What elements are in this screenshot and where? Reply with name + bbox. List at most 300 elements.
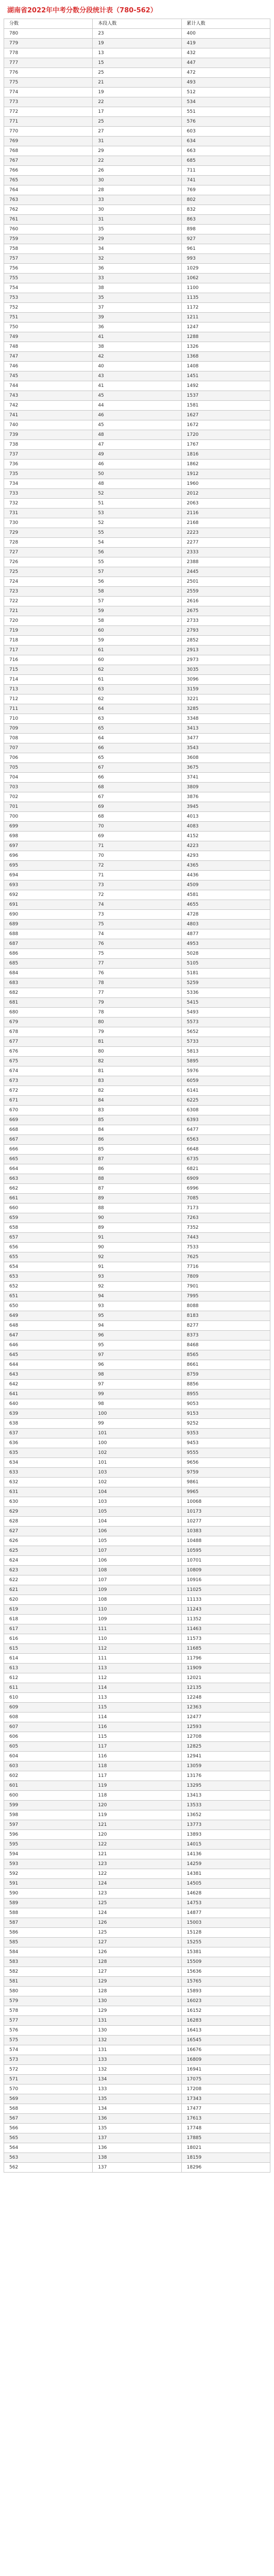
table-row [4,440,270,450]
score-cell: 765 [4,176,93,185]
score-cell: 579 [4,1996,93,2006]
table-row [4,1301,270,1311]
table-row [4,557,270,567]
cumulative-count-cell: 3809 [181,783,270,792]
cumulative-count-cell: 4953 [181,939,270,949]
score-cell: 664 [4,1164,93,1174]
table-row [4,1106,270,1115]
cumulative-count-cell: 16413 [181,2026,270,2036]
cumulative-count-cell: 6909 [181,1174,270,1184]
segment-count-cell: 84 [93,1096,181,1106]
score-cell: 581 [4,1977,93,1987]
cumulative-count-cell: 9861 [181,1478,270,1487]
score-cell: 613 [4,1664,93,1673]
score-cell: 595 [4,1840,93,1850]
cumulative-count-cell: 15893 [181,1987,270,1996]
score-cell: 582 [4,1967,93,1977]
cumulative-count-cell: 1451 [181,371,270,381]
segment-count-cell: 123 [93,1889,181,1899]
segment-count-cell: 36 [93,323,181,332]
segment-count-cell: 70 [93,822,181,832]
segment-count-cell: 120 [93,1830,181,1840]
segment-count-cell: 29 [93,234,181,244]
score-table-container [4,19,270,2173]
segment-count-cell: 133 [93,2055,181,2065]
score-cell: 632 [4,1478,93,1487]
table-row [4,851,270,861]
table-row [4,1732,270,1742]
score-cell: 763 [4,195,93,205]
segment-count-cell: 48 [93,479,181,489]
title-bar [0,0,274,19]
segment-count-cell: 130 [93,2026,181,2036]
table-row [4,1703,270,1713]
segment-count-cell: 69 [93,802,181,812]
score-cell: 710 [4,714,93,724]
table-row [4,244,270,254]
score-cell: 667 [4,1135,93,1145]
score-cell: 735 [4,469,93,479]
cumulative-count-cell: 9153 [181,1409,270,1419]
score-cell: 754 [4,283,93,293]
segment-count-cell: 91 [93,1262,181,1272]
score-cell: 566 [4,2124,93,2133]
score-cell: 718 [4,636,93,646]
table-row [4,2124,270,2133]
table-row [4,2016,270,2026]
cumulative-count-cell: 16283 [181,2016,270,2026]
cumulative-count-cell: 5813 [181,1047,270,1057]
cumulative-count-cell: 4223 [181,841,270,851]
score-cell: 656 [4,1243,93,1252]
cumulative-count-cell: 927 [181,234,270,244]
cumulative-count-cell: 663 [181,146,270,156]
cumulative-count-cell: 3285 [181,704,270,714]
cumulative-count-cell: 9759 [181,1468,270,1478]
table-row [4,254,270,264]
table-row [4,861,270,871]
cumulative-count-cell: 10809 [181,1566,270,1575]
cumulative-count-cell: 2116 [181,509,270,518]
score-cell: 778 [4,48,93,58]
cumulative-count-cell: 10488 [181,1536,270,1546]
cumulative-count-cell: 1408 [181,362,270,371]
cumulative-count-cell: 634 [181,137,270,146]
score-cell: 719 [4,626,93,636]
table-row [4,1213,270,1223]
cumulative-count-cell: 1368 [181,352,270,362]
table-row [4,68,270,78]
cumulative-count-cell: 1288 [181,332,270,342]
table-row [4,988,270,998]
segment-count-cell: 92 [93,1282,181,1292]
segment-count-cell: 113 [93,1664,181,1673]
score-cell: 713 [4,685,93,694]
table-row [4,1987,270,1996]
segment-count-cell: 122 [93,1869,181,1879]
table-row [4,1380,270,1389]
score-cell: 565 [4,2133,93,2143]
table-row [4,1194,270,1204]
table-row [4,1899,270,1908]
score-cell: 725 [4,567,93,577]
cumulative-count-cell: 802 [181,195,270,205]
segment-count-cell: 85 [93,1115,181,1125]
cumulative-count-cell: 8183 [181,1311,270,1321]
score-cell: 711 [4,704,93,714]
score-cell: 592 [4,1869,93,1879]
segment-count-cell: 76 [93,939,181,949]
table-row [4,225,270,234]
table-row [4,1585,270,1595]
segment-count-cell: 104 [93,1487,181,1497]
score-cell: 739 [4,430,93,440]
table-row [4,763,270,773]
page-title: 湖南省2022年中考分数分段统计表（780-562） [7,6,157,14]
cumulative-count-cell: 13773 [181,1820,270,1830]
table-row [4,1947,270,1957]
cumulative-count-cell: 2277 [181,538,270,548]
segment-count-cell: 27 [93,127,181,137]
score-cell: 571 [4,2075,93,2084]
cumulative-count-cell: 9656 [181,1458,270,1468]
table-row [4,1419,270,1429]
cumulative-count-cell: 5181 [181,969,270,978]
score-cell: 588 [4,1908,93,1918]
table-row [4,469,270,479]
segment-count-cell: 87 [93,1184,181,1194]
table-row [4,1135,270,1145]
table-row [4,920,270,929]
segment-count-cell: 80 [93,1018,181,1027]
table-row [4,1634,270,1644]
cumulative-count-cell: 432 [181,48,270,58]
segment-count-cell: 118 [93,1761,181,1771]
cumulative-count-cell: 711 [181,166,270,176]
cumulative-count-cell: 6477 [181,1125,270,1135]
table-row [4,420,270,430]
cumulative-count-cell: 2733 [181,616,270,626]
segment-count-cell: 97 [93,1350,181,1360]
score-cell: 755 [4,274,93,283]
score-cell: 584 [4,1947,93,1957]
table-row [4,1282,270,1292]
segment-count-cell: 60 [93,655,181,665]
table-row [4,1761,270,1771]
table-row [4,362,270,371]
segment-count-cell: 95 [93,1341,181,1350]
segment-count-cell: 22 [93,97,181,107]
segment-count-cell: 41 [93,332,181,342]
score-cell: 645 [4,1350,93,1360]
cumulative-count-cell: 8088 [181,1301,270,1311]
segment-count-cell: 76 [93,969,181,978]
segment-count-cell: 134 [93,2075,181,2084]
segment-count-cell: 49 [93,450,181,460]
cumulative-count-cell: 1326 [181,342,270,352]
table-row [4,78,270,88]
score-cell: 602 [4,1771,93,1781]
segment-count-cell: 115 [93,1732,181,1742]
score-cell: 732 [4,499,93,509]
score-cell: 563 [4,2153,93,2163]
cumulative-count-cell: 18021 [181,2143,270,2153]
cumulative-count-cell: 1627 [181,411,270,420]
table-row [4,1624,270,1634]
table-row [4,1664,270,1673]
score-cell: 721 [4,606,93,616]
score-cell: 635 [4,1448,93,1458]
table-row [4,1057,270,1066]
cumulative-count-cell: 15765 [181,1977,270,1987]
segment-count-cell: 121 [93,1820,181,1830]
segment-count-cell: 53 [93,509,181,518]
segment-count-cell: 124 [93,1879,181,1889]
cumulative-count-cell: 5895 [181,1057,270,1066]
cumulative-count-cell: 1247 [181,323,270,332]
cumulative-count-cell: 1720 [181,430,270,440]
score-cell: 621 [4,1585,93,1595]
table-row [4,1820,270,1830]
cumulative-count-cell: 3876 [181,792,270,802]
segment-count-cell: 46 [93,460,181,469]
cumulative-count-cell: 993 [181,254,270,264]
segment-count-cell: 134 [93,2104,181,2114]
score-cell: 702 [4,792,93,802]
score-cell: 700 [4,812,93,822]
cumulative-count-cell: 472 [181,68,270,78]
cumulative-count-cell: 3096 [181,675,270,685]
segment-count-cell: 57 [93,597,181,606]
table-row [4,1536,270,1546]
segment-count-cell: 57 [93,567,181,577]
segment-count-cell: 79 [93,998,181,1008]
segment-count-cell: 31 [93,215,181,225]
table-row [4,714,270,724]
table-row [4,1145,270,1155]
segment-count-cell: 90 [93,1243,181,1252]
cumulative-count-cell: 1100 [181,283,270,293]
score-cell: 600 [4,1791,93,1801]
score-cell: 678 [4,1027,93,1037]
table-row [4,1311,270,1321]
score-cell: 601 [4,1781,93,1791]
table-row [4,509,270,518]
cumulative-count-cell: 2973 [181,655,270,665]
score-cell: 762 [4,205,93,215]
cumulative-count-cell: 6821 [181,1164,270,1174]
segment-count-cell: 34 [93,244,181,254]
table-row [4,528,270,538]
score-cell: 772 [4,107,93,117]
cumulative-count-cell: 512 [181,88,270,97]
segment-count-cell: 94 [93,1321,181,1331]
score-cell: 657 [4,1233,93,1243]
cumulative-count-cell: 4436 [181,871,270,880]
segment-count-cell: 50 [93,469,181,479]
segment-count-cell: 71 [93,871,181,880]
score-cell: 568 [4,2104,93,2114]
segment-count-cell: 23 [93,29,181,39]
score-cell: 569 [4,2094,93,2104]
table-row [4,665,270,675]
segment-count-cell: 103 [93,1468,181,1478]
table-row [4,2114,270,2124]
table-row [4,1742,270,1752]
table-row [4,812,270,822]
table-row [4,1546,270,1556]
segment-count-cell: 65 [93,724,181,734]
score-cell: 640 [4,1399,93,1409]
score-cell: 760 [4,225,93,234]
segment-count-cell: 131 [93,2045,181,2055]
score-cell: 629 [4,1507,93,1517]
cumulative-count-cell: 4293 [181,851,270,861]
cumulative-count-cell: 1029 [181,264,270,274]
table-row [4,1810,270,1820]
segment-count-cell: 63 [93,685,181,694]
segment-count-cell: 68 [93,812,181,822]
table-row [4,1752,270,1761]
table-row [4,1487,270,1497]
segment-count-cell: 113 [93,1693,181,1703]
score-cell: 723 [4,587,93,597]
cumulative-count-cell: 9965 [181,1487,270,1497]
table-row [4,313,270,323]
cumulative-count-cell: 7809 [181,1272,270,1282]
table-row [4,1350,270,1360]
table-row [4,1438,270,1448]
score-table [4,19,270,2173]
segment-count-cell: 125 [93,1928,181,1938]
segment-count-cell: 92 [93,1252,181,1262]
segment-count-cell: 78 [93,1008,181,1018]
score-cell: 674 [4,1066,93,1076]
cumulative-count-cell: 2559 [181,587,270,597]
cumulative-count-cell: 16152 [181,2006,270,2016]
segment-count-cell: 126 [93,1947,181,1957]
segment-count-cell: 114 [93,1713,181,1722]
segment-count-cell: 35 [93,225,181,234]
cumulative-count-cell: 12477 [181,1713,270,1722]
cumulative-count-cell: 12363 [181,1703,270,1713]
cumulative-count-cell: 15509 [181,1957,270,1967]
table-row [4,1693,270,1703]
cumulative-count-cell: 6393 [181,1115,270,1125]
table-row [4,1556,270,1566]
score-cell: 603 [4,1761,93,1771]
score-cell: 628 [4,1517,93,1527]
segment-count-cell: 46 [93,411,181,420]
segment-count-cell: 93 [93,1301,181,1311]
cumulative-count-cell: 7901 [181,1282,270,1292]
score-cell: 780 [4,29,93,39]
segment-count-cell: 74 [93,929,181,939]
cumulative-count-cell: 6648 [181,1145,270,1155]
score-cell: 610 [4,1693,93,1703]
score-cell: 685 [4,959,93,969]
cumulative-count-cell: 6141 [181,1086,270,1096]
table-row [4,900,270,910]
score-cell: 698 [4,832,93,841]
table-row [4,949,270,959]
cumulative-count-cell: 11352 [181,1615,270,1624]
table-row [4,1654,270,1664]
cumulative-count-cell: 8468 [181,1341,270,1350]
score-cell: 747 [4,352,93,362]
segment-count-cell: 54 [93,538,181,548]
segment-count-cell: 15 [93,58,181,68]
table-row [4,2133,270,2143]
segment-count-cell: 120 [93,1801,181,1810]
segment-count-cell: 88 [93,1204,181,1213]
score-cell: 705 [4,763,93,773]
segment-count-cell: 37 [93,303,181,313]
cumulative-count-cell: 3477 [181,734,270,743]
score-cell: 709 [4,724,93,734]
segment-count-cell: 124 [93,1908,181,1918]
segment-count-cell: 61 [93,646,181,655]
score-cell: 573 [4,2055,93,2065]
score-cell: 574 [4,2045,93,2055]
cumulative-count-cell: 10701 [181,1556,270,1566]
cumulative-count-cell: 400 [181,29,270,39]
table-row [4,2163,270,2173]
score-cell: 577 [4,2016,93,2026]
cumulative-count-cell: 9555 [181,1448,270,1458]
segment-count-cell: 129 [93,1977,181,1987]
score-cell: 729 [4,528,93,538]
table-row [4,1458,270,1468]
cumulative-count-cell: 12941 [181,1752,270,1761]
table-row [4,597,270,606]
segment-count-cell: 84 [93,1125,181,1135]
cumulative-count-cell: 1912 [181,469,270,479]
score-cell: 773 [4,97,93,107]
segment-count-cell: 45 [93,391,181,401]
table-row [4,48,270,58]
table-row [4,401,270,411]
table-row [4,2065,270,2075]
table-row [4,2084,270,2094]
cumulative-count-cell: 2793 [181,626,270,636]
cumulative-count-cell: 603 [181,127,270,137]
segment-count-cell: 55 [93,557,181,567]
cumulative-count-cell: 1062 [181,274,270,283]
table-row [4,880,270,890]
table-row [4,1066,270,1076]
cumulative-count-cell: 534 [181,97,270,107]
table-row [4,1781,270,1791]
score-cell: 743 [4,391,93,401]
segment-count-cell: 91 [93,1233,181,1243]
segment-count-cell: 115 [93,1703,181,1713]
cumulative-count-cell: 15003 [181,1918,270,1928]
segment-count-cell: 55 [93,528,181,538]
cumulative-count-cell: 12593 [181,1722,270,1732]
score-cell: 730 [4,518,93,528]
segment-count-cell: 41 [93,381,181,391]
cumulative-count-cell: 1492 [181,381,270,391]
header-segment-count: 本段人数 [93,19,181,29]
segment-count-cell: 94 [93,1292,181,1301]
cumulative-count-cell: 576 [181,117,270,127]
table-row [4,1996,270,2006]
cumulative-count-cell: 3608 [181,753,270,763]
score-cell: 677 [4,1037,93,1047]
segment-count-cell: 19 [93,88,181,97]
score-cell: 684 [4,969,93,978]
